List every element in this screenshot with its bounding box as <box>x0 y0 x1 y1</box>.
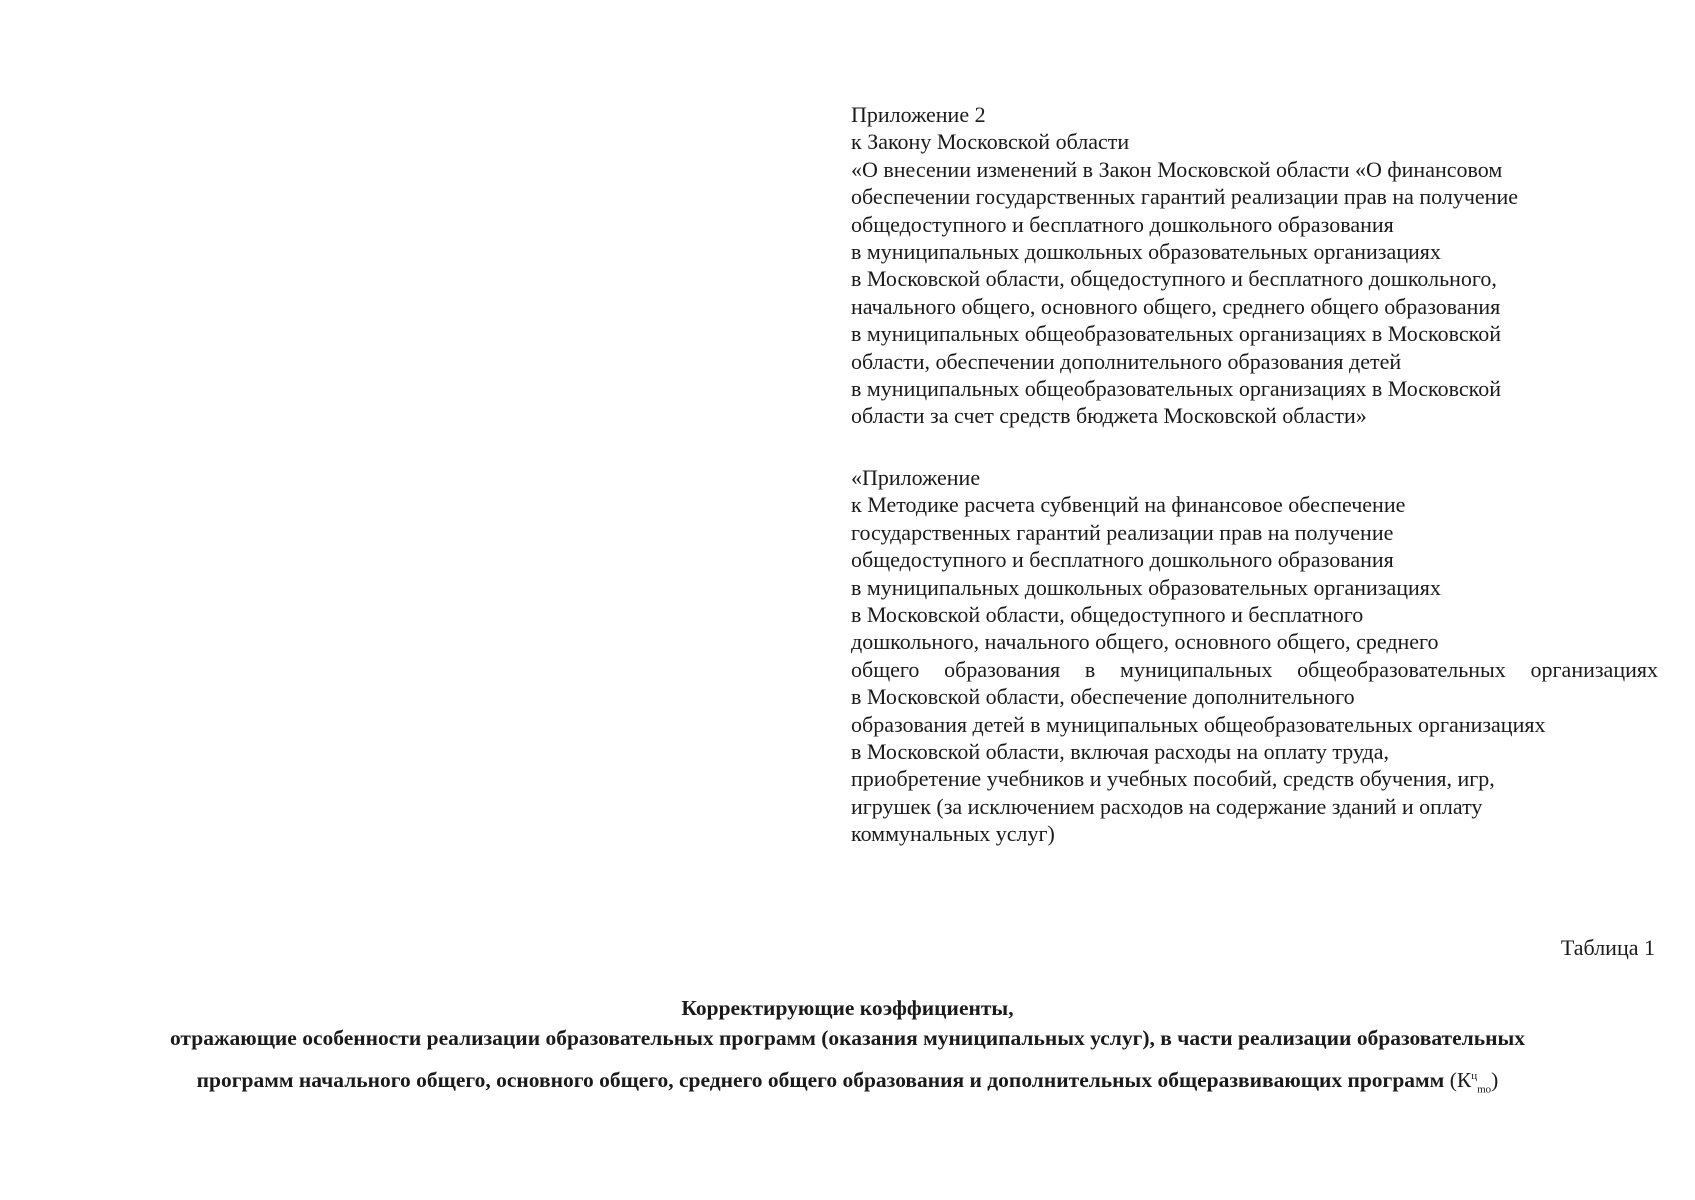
appendix-line: к Закону Московской области <box>851 129 1130 155</box>
appendix-line: в муниципальных общеобразовательных организациях в Московской <box>851 321 1501 347</box>
methodology-line: коммунальных услуг) <box>851 821 1055 847</box>
methodology-line: в Московской области, общедоступного и бесплатного <box>851 602 1364 628</box>
methodology-line: образования детей в муниципальных общеобразовательных организациях <box>851 711 1546 737</box>
methodology-line: «Приложение <box>851 465 981 490</box>
appendix-line: области, обеспечении дополнительного образования детей <box>851 348 1402 374</box>
appendix-line: Приложение 2 <box>851 102 986 127</box>
table-label: Таблица 1 <box>1560 935 1655 960</box>
methodology-line: игрушек (за исключением расходов на содержание зданий и оплату <box>851 793 1483 819</box>
symbol-base: К <box>1456 1068 1472 1093</box>
appendix-header <box>851 101 1518 430</box>
appendix-line: «О внесении изменений в Закон Московской области «О финансовом <box>851 156 1503 182</box>
table-heading <box>0 993 1695 1104</box>
appendix-line: обеспечении государственных гарантий реализации прав на получение <box>851 184 1518 210</box>
methodology-line: государственных гарантий реализации прав на получение <box>851 519 1394 545</box>
methodology-line: дошкольного, начального общего, основного общего, среднего <box>851 629 1439 655</box>
methodology-line: в муниципальных дошкольных образовательных организациях <box>851 574 1441 600</box>
heading-subtitle-continued <box>0 1061 1695 1104</box>
appendix-line: общедоступного и бесплатного дошкольного образования <box>851 211 1394 237</box>
appendix-line: в муниципальных общеобразовательных организациях в Московской <box>851 376 1501 402</box>
appendix-line: области за счет средств бюджета Московской области» <box>851 403 1367 429</box>
methodology-line: общедоступного и бесплатного дошкольного образования <box>851 547 1394 573</box>
methodology-line: к Методике расчета субвенций на финансовое обеспечение <box>851 492 1406 518</box>
methodology-header <box>851 464 1658 848</box>
appendix-line: в муниципальных дошкольных образовательных организациях <box>851 239 1441 265</box>
heading-subtitle: отражающие особенности реализации образовательных программ (оказания муниципальных услуг), в части реализации образовательных <box>169 1026 1526 1050</box>
heading-title: Корректирующие коэффициенты, <box>681 996 1014 1020</box>
heading-subtitle-text: программ начального общего, основного общего, среднего общего образования и дополнительных общеразвивающих программ <box>196 1068 1445 1093</box>
methodology-line: приобретение учебников и учебных пособий, средств обучения, игр, <box>851 766 1495 792</box>
methodology-line: в Московской области, включая расходы на оплату труда, <box>851 739 1390 765</box>
appendix-line: в Московской области, общедоступного и бесплатного дошкольного, <box>851 266 1497 292</box>
symbol-subscript: mo <box>1477 1083 1492 1096</box>
appendix-line: начального общего, основного общего, среднего общего образования <box>851 293 1501 319</box>
methodology-line: общего образования в муниципальных общеобразовательных организациях <box>851 656 1658 682</box>
methodology-line: в Московской области, обеспечение дополнительного <box>851 684 1355 710</box>
coefficient-symbol: $(К^ц_{mo})$ <box>1449 1068 1499 1096</box>
symbol-superscript: ц <box>1471 1070 1478 1082</box>
